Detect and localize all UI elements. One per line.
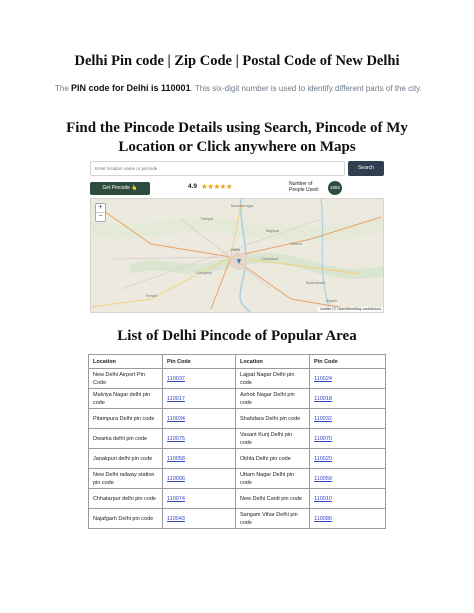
pincode-link[interactable]: 110043 — [163, 509, 236, 529]
info-row — [90, 180, 384, 198]
get-pincode-button[interactable]: Get Pincode 👆 — [90, 182, 150, 195]
pincode-link[interactable]: 110070 — [310, 429, 386, 449]
rating-value: 4.9 — [188, 183, 198, 190]
location-cell: New Delhi Airport Pin Code — [89, 369, 163, 389]
pincode-link[interactable]: 110010 — [310, 489, 386, 509]
table-header-row — [89, 355, 386, 369]
table-row — [89, 409, 386, 429]
location-cell: Janakpuri delhi pin code — [89, 449, 163, 469]
location-cell: Pitampura Delhi pin code — [89, 409, 163, 429]
map-label-aligarh: Aligarh — [326, 299, 337, 303]
zoom-out-button[interactable]: − — [96, 212, 105, 221]
pincode-link[interactable]: 110074 — [163, 489, 236, 509]
column-header: Pin Code — [163, 355, 236, 369]
location-cell: New Delhi Cantt pin code — [236, 489, 310, 509]
intro-pin-highlight: PIN code for Delhi is 110001 — [71, 83, 191, 93]
pincode-table — [88, 354, 386, 529]
intro-prefix: The — [55, 84, 72, 93]
people-used-count-badge: 1892 — [328, 181, 342, 195]
table-row — [89, 489, 386, 509]
pincode-link[interactable]: 110059 — [310, 469, 386, 489]
intro-paragraph — [55, 82, 425, 95]
people-used-label: Number of People Used: — [289, 181, 320, 193]
location-cell: Malviya Nagar delhi pin code — [89, 389, 163, 409]
page-title: Delhi Pin code | Zip Code | Postal Code of New Delhi — [74, 53, 400, 69]
location-cell: Chhatarpur delhi pin code — [89, 489, 163, 509]
pincode-link[interactable]: 110034 — [163, 409, 236, 429]
pincode-link[interactable]: 110032 — [310, 409, 386, 429]
location-cell: Okhla Delhi pin code — [236, 449, 310, 469]
location-cell: New Delhi railway station pin code — [89, 469, 163, 489]
location-cell: Vasant Kunj Delhi pin code — [236, 429, 310, 449]
location-cell: Dwarka delhi pin code — [89, 429, 163, 449]
map[interactable] — [90, 198, 384, 313]
star-rating-icon: ★★★★★ — [201, 182, 233, 191]
map-tiles — [91, 199, 384, 313]
column-header: Location — [89, 355, 163, 369]
table-row — [89, 389, 386, 409]
search-input[interactable] — [90, 161, 345, 176]
column-header: Pin Code — [310, 355, 386, 369]
location-cell: Ashok Nagar Delhi pin code — [236, 389, 310, 409]
map-label-baghpat: Baghpat — [266, 229, 280, 233]
map-label-panipat: Panipat — [201, 217, 213, 221]
map-label-ghaziabad: Ghaziabad — [261, 257, 278, 261]
pincode-link[interactable]: 110058 — [163, 449, 236, 469]
map-label-rewari: Rewari — [146, 294, 157, 298]
map-label-bulandshahr: Bulandshahr — [306, 281, 326, 285]
map-zoom-control — [95, 203, 106, 222]
pincode-link[interactable]: 110017 — [163, 389, 236, 409]
intro-rest: . This six-digit number is used to identify different parts of the city. — [190, 84, 422, 93]
map-label-north: Muzaffarnagar — [231, 204, 254, 208]
map-attribution[interactable]: Leaflet | © OpenStreetMap contributors — [320, 307, 381, 311]
pincode-link[interactable]: 110024 — [310, 369, 386, 389]
location-cell: Najafgarh Delhi pin code — [89, 509, 163, 529]
location-cell: Lajpat Nagar Delhi pin code — [236, 369, 310, 389]
location-cell: Uttam Nagar Delhi pin code — [236, 469, 310, 489]
table-heading: List of Delhi Pincode of Popular Area — [117, 328, 357, 344]
map-label-center: Delhi — [231, 247, 241, 252]
section-heading: Find the Pincode Details using Search, Pincode of My Location or Click anywhere on Maps — [66, 120, 408, 155]
search-row — [90, 161, 384, 176]
search-button[interactable]: Search — [348, 161, 384, 176]
zoom-in-button[interactable]: + — [98, 204, 103, 211]
map-label-gurugram: Gurugram — [196, 271, 212, 275]
map-label-meerut: Meerut — [291, 242, 302, 246]
location-cell: Sangam Vihar Delhi pin code — [236, 509, 310, 529]
table-row — [89, 469, 386, 489]
pincode-finder-widget — [90, 161, 384, 313]
pincode-link[interactable]: 110080 — [310, 509, 386, 529]
table-row — [89, 369, 386, 389]
pincode-link[interactable]: 110037 — [163, 369, 236, 389]
table-row — [89, 429, 386, 449]
table-row — [89, 449, 386, 469]
pincode-link[interactable]: 110020 — [310, 449, 386, 469]
pincode-link[interactable]: 110075 — [163, 429, 236, 449]
table-row — [89, 509, 386, 529]
column-header: Location — [236, 355, 310, 369]
location-cell: Shahdara Delhi pin code — [236, 409, 310, 429]
pincode-link[interactable]: 110018 — [310, 389, 386, 409]
pincode-link[interactable]: 110006 — [163, 469, 236, 489]
